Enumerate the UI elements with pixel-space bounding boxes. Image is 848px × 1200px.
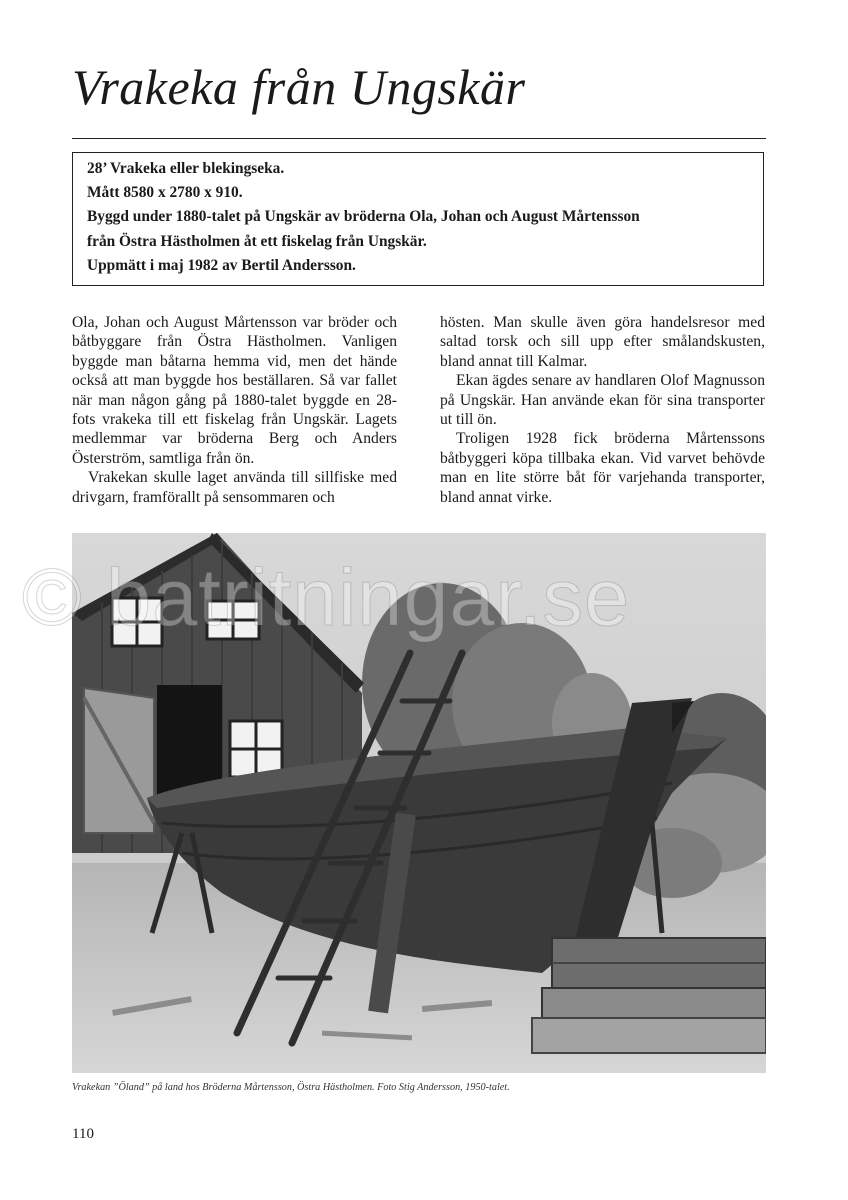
window [230, 721, 282, 777]
paragraph: Ola, Johan och August Mårtensson var bröder och båtbyggare från Östra Hästholmen. Vanligen byggde man båtarna hemma vid, men det hände också att man byggde hos beställaren. Så var fallet när man någon gång på 1880-talet byggde en 28-fots vrakeka till ett fiskelag från Ungskär. Lagets medlemmar var bröderna Berg och Anders Österström, samtliga från ön. [72, 314, 397, 467]
paragraph-continued: hösten. Man skulle även göra handelsresor med saltad torsk och sill upp efter smålandskusten, bland annat till Kalmar. [440, 314, 765, 370]
photo-caption: Vrakekan ”Öland” på land hos Bröderna Mårtensson, Östra Hästholmen. Foto Stig Andersson, 1950-talet. [72, 1082, 510, 1093]
paragraph: Troligen 1928 fick bröderna Mårtenssons båtbyggeri köpa tillbaka ekan. Vid varvet behövde man en lite större båt för varjehanda transporter, bland annat virke. [440, 430, 765, 506]
watermark: © batritningar.se [22, 553, 631, 643]
spec-line-measured: Uppmätt i maj 1982 av Bertil Andersson. [87, 256, 356, 274]
spec-line-built: Byggd under 1880-talet på Ungskär av bröderna Ola, Johan och August Mårtensson [87, 208, 640, 226]
paragraph: Vrakekan skulle laget använda till sillfiske med drivgarn, framförallt på sensommaren och [72, 469, 397, 506]
boat-photo [72, 533, 766, 1073]
body-column-left [72, 313, 397, 507]
spec-line-dimensions: Mått 8580 x 2780 x 910. [87, 184, 243, 202]
paragraph: Ekan ägdes senare av handlaren Olof Magnusson på Ungskär. Han använde ekan för sina transporter ut till ön. [440, 372, 765, 429]
spec-line-type: 28’ Vrakeka eller blekingseka. [87, 160, 285, 177]
spec-box [72, 152, 764, 286]
title-rule [72, 138, 766, 139]
page-title: Vrakeka från Ungskär [72, 59, 526, 115]
boat-photo-illustration [72, 533, 766, 1073]
window [207, 601, 259, 639]
page-number: 110 [72, 1126, 94, 1142]
spec-line-origin: från Östra Hästholmen åt ett fiskelag från Ungskär. [87, 232, 427, 250]
timber-pile [532, 938, 766, 1053]
window [112, 598, 162, 646]
body-column-right [440, 313, 765, 507]
